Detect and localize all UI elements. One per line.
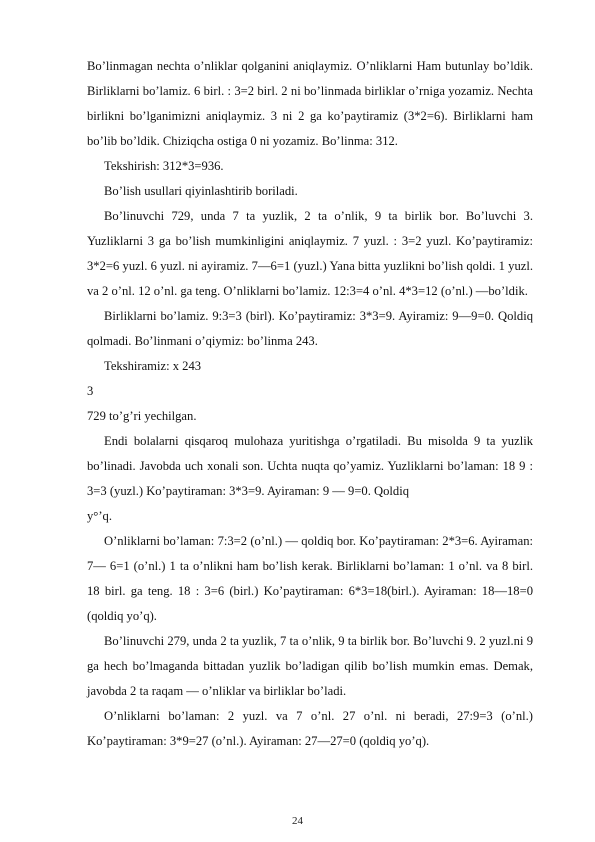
paragraph-tens-27: O’nliklarni bo’laman: 2 yuzl. va 7 o’nl. 27 o’nl. ni beradi, 27:9=3 (o’nl.) Ko’paytiraman: 3*9=27 (o’nl.). Ayiraman: 27—27=0 (qoldiq yo’q). bbox=[87, 709, 533, 748]
paragraph-no-remainder: y°’q. bbox=[87, 509, 112, 523]
page-number: 24 bbox=[292, 815, 303, 827]
paragraph-check-243: Tekshiramiz: x 243 bbox=[104, 359, 202, 373]
paragraph-check-312: Tekshirish: 312*3=936. bbox=[104, 159, 224, 173]
paragraph-multiplier-3: 3 bbox=[87, 384, 94, 398]
paragraph-units-division: Birliklarni bo’lamiz. 9:3=3 (birl). Ko’paytiramiz: 3*3=9. Ayiramiz: 9—9=0. Qoldiq qolmadi. Bo’linmani o’qiymiz: bo’linma 243. bbox=[87, 309, 533, 348]
paragraph-tens-division: O’nliklarni bo’laman: 7:3=2 (o’nl.) — qoldiq bor. Ko’paytiraman: 2*3=6. Ayiraman: 7— 6=1 (o’nl.) 1 ta o’nlikni ham bo’lish kerak. Birliklarni bo’laman: 1 o’nl. va 8 birl. 18 birl. ga teng. 18 : 3=6 (birl.) Ko’paytiraman: 6*3=18(birl.). Ayiraman: 18—18=0 (qoldiq yo’q). bbox=[87, 534, 533, 623]
paragraph-correct-729: 729 to’g’ri yechilgan. bbox=[87, 409, 197, 423]
paragraph-intro-division: Bo’linmagan nechta o’nliklar qolganini aniqlaymiz. O’nliklarni Ham butunlay bo’ldik. Birliklarni bo’lamiz. 6 birl. : 3=2 birl. 2 ni bo’linmada birliklar o’rniga yozamiz. Nechta birlikni bo’lganimizni aniqlaymiz. 3 ni 2 ga ko’paytiramiz (3*2=6). Birliklarni ham bo’lib bo’ldik. Chiziqcha ostiga 0 ni yozamiz. Bo’linma: 312. bbox=[87, 59, 533, 148]
paragraph-short-reasoning: Endi bolalarni qisqaroq mulohaza yuritishga o’rgatiladi. Bu misolda 9 ta yuzlik bo’linadi. Javobda uch xonali son. Uchta nuqta qo’yamiz. Yuzliklarni bo’laman: 18 9 : 3=3 (yuzl.) Ko’paytiraman: 3*3=9. Ayiraman: 9 — 9=0. Qoldiq bbox=[87, 434, 533, 498]
paragraph-dividend-729: Bo’linuvchi 729, unda 7 ta yuzlik, 2 ta o’nlik, 9 ta birlik bor. Bo’luvchi 3. Yuzliklarni 3 ga bo’lish mumkinligini aniqlaymiz. 7 yuzl. : 3=2 yuzl. Ko’paytiramiz: 3*2=6 yuzl. 6 yuzl. ni ayiramiz. 7—6=1 (yuzl.) Yana bitta yuzlikni bo’lish qoldi. 1 yuzl. va 2 o’nl. 12 o’nl. ga teng. O’nliklarni bo’lamiz. 12:3=4 o’nl. 4*3=12 (o’nl.) —bo’ldik. bbox=[87, 209, 533, 298]
paragraph-dividend-279: Bo’linuvchi 279, unda 2 ta yuzlik, 7 ta o’nlik, 9 ta birlik bor. Bo’luvchi 9. 2 yuzl.ni 9 ga hech bo’lmaganda bittadan yuzlik bo’ladigan qilib bo’lish mumkin emas. Demak, javobda 2 ta raqam — o’nliklar va birliklar bo’ladi. bbox=[87, 634, 533, 698]
page-body bbox=[87, 54, 533, 754]
paragraph-methods: Bo’lish usullari qiyinlashtirib boriladi. bbox=[104, 184, 298, 198]
